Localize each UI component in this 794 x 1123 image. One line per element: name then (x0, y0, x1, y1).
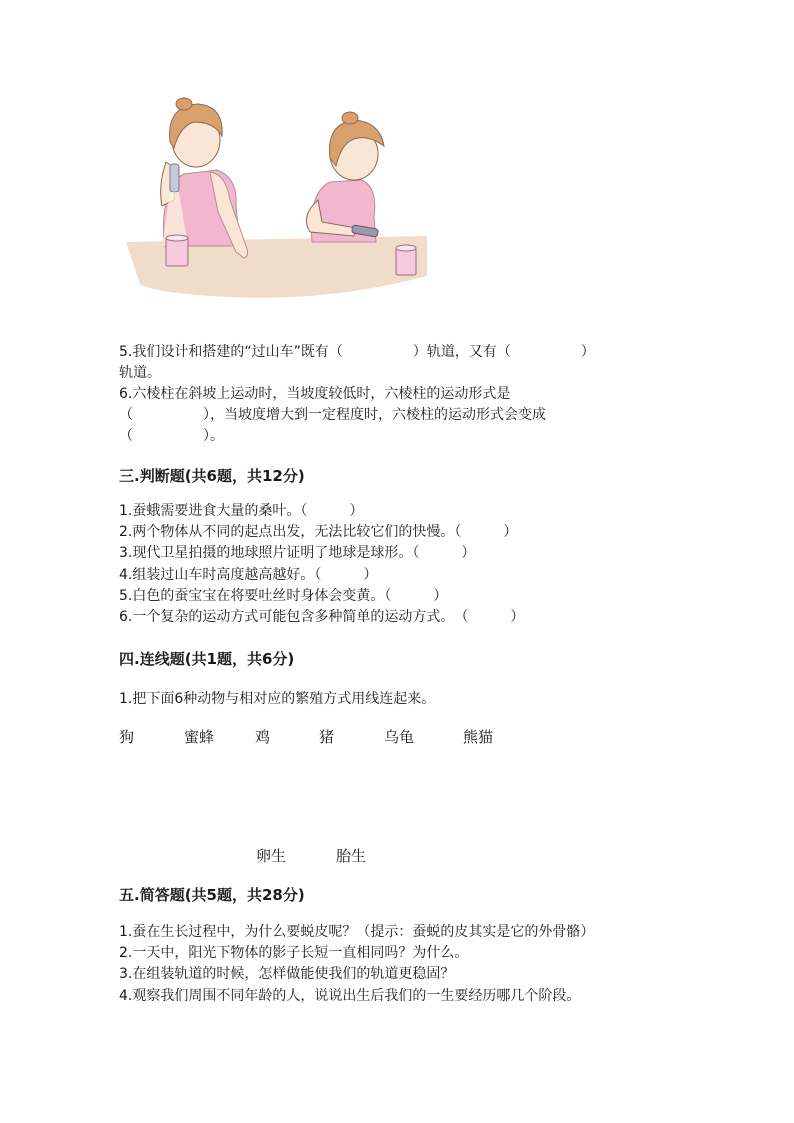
list-item: 4.组装过山车时高度越高越好。（ ） (119, 566, 378, 583)
list-item: 2.一天中，阳光下物体的影子长短一直相同吗？为什么。 (119, 945, 469, 962)
girl-right (306, 112, 384, 242)
animal-panda: 熊猫 (463, 728, 494, 746)
list-item: 2.两个物体从不同的起点出发，无法比较它们的快慢。（ ） (119, 524, 518, 541)
section-4-heading: 四.连线题(共1题，共6分) (119, 650, 295, 668)
illustration-girls-flashlight-cups (122, 96, 432, 302)
section-3-list (119, 501, 524, 628)
animal-chicken: 鸡 (255, 728, 271, 746)
section-5-list (119, 922, 594, 1007)
q6-line2: （ ），当坡度增大到一定程度时，六棱柱的运动形式会变成 (119, 407, 546, 423)
q5-line1: 5.我们设计和搭建的“过山车”既有（ ）轨道，又有（ ） (119, 344, 595, 360)
list-item: 3.现代卫星拍摄的地球照片证明了地球是球形。（ ） (119, 545, 476, 562)
list-item: 4.观察我们周围不同年龄的人，说说出生后我们的一生要经历哪几个阶段。 (119, 987, 581, 1004)
section-5-heading: 五.简答题(共5题，共28分) (119, 886, 305, 904)
list-item: 1.蚕在生长过程中，为什么要蜕皮呢？（提示：蚕蜕的皮其实是它的外骨骼） (119, 924, 595, 940)
q6-line3: （ ）。 (119, 428, 224, 444)
girl-left (161, 98, 248, 258)
cup-left (166, 235, 188, 266)
fill-in-question-6 (119, 384, 546, 447)
animal-pig: 猪 (319, 728, 335, 746)
list-item: 1.蚕蛾需要进食大量的桑叶。（ ） (119, 503, 364, 519)
cup-right (396, 245, 416, 275)
q5-line2: 轨道。 (119, 365, 161, 381)
list-item: 3.在组装轨道的时候，怎样做能使我们的轨道更稳固？ (119, 966, 455, 983)
section-3-heading: 三.判断题(共6题，共12分) (119, 467, 305, 485)
animal-dog: 狗 (119, 728, 135, 746)
q6-line1: 6.六棱柱在斜坡上运动时，当坡度较低时，六棱柱的运动形式是 (119, 386, 511, 402)
animal-bee: 蜜蜂 (184, 728, 215, 746)
list-item: 6.一个复杂的运动方式可能包含多种简单的运动方式。 （ ） (119, 609, 525, 626)
fill-in-question-5 (119, 342, 595, 384)
list-item: 5.白色的蚕宝宝在将要吐丝时身体会变黄。（ ） (119, 587, 448, 604)
reproduction-viviparous: 胎生 (336, 847, 367, 865)
reproduction-oviparous: 卵生 (256, 847, 287, 865)
section-4-question (119, 689, 435, 710)
matching-question: 1.把下面6种动物与相对应的繁殖方式用线连起来。 (119, 691, 436, 707)
animal-turtle: 乌龟 (384, 728, 415, 746)
